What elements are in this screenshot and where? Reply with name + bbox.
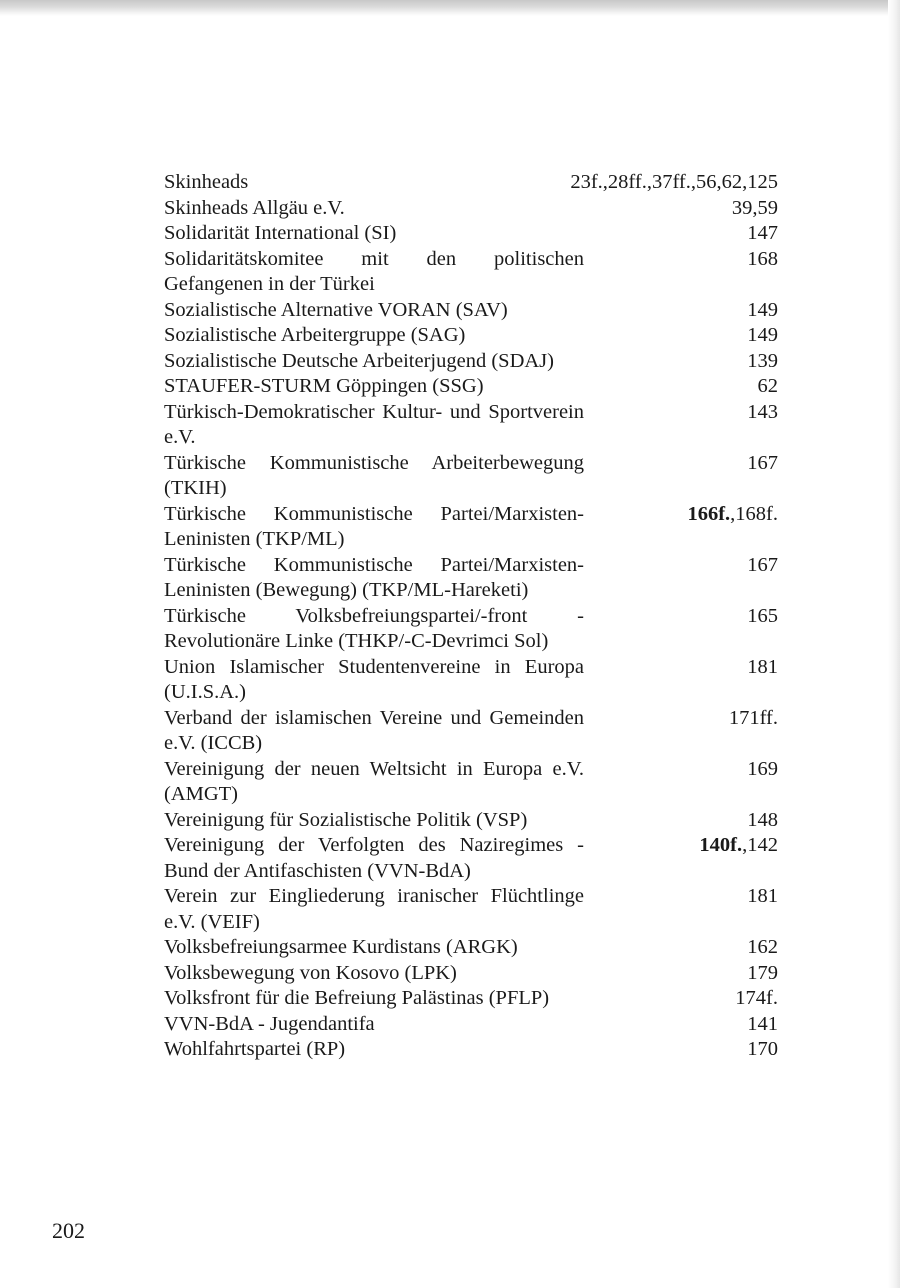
index-term: Türkische Volksbefreiungspartei/-front - Revolutionäre Linke (THKP/-C-Devrimci Sol) bbox=[164, 604, 584, 652]
index-entry bbox=[164, 374, 778, 400]
index-pages-text: 149 bbox=[747, 298, 778, 321]
index-pages-text: 141 bbox=[747, 1012, 778, 1035]
index-pages bbox=[747, 247, 778, 273]
index-list bbox=[164, 170, 778, 1063]
index-entry bbox=[164, 553, 778, 604]
index-entry bbox=[164, 655, 778, 706]
index-entry bbox=[164, 170, 778, 196]
index-entry bbox=[164, 935, 778, 961]
scan-shadow-right bbox=[888, 0, 900, 1288]
index-pages-text: 143 bbox=[747, 400, 778, 423]
index-pages bbox=[747, 961, 778, 987]
index-pages-text: 162 bbox=[747, 936, 778, 958]
index-term: Skinheads Allgäu e.V. bbox=[164, 196, 345, 219]
index-pages bbox=[687, 502, 778, 528]
index-pages-bold: 166f. bbox=[687, 502, 731, 525]
index-pages-text: 179 bbox=[747, 961, 778, 984]
index-pages bbox=[732, 196, 778, 222]
index-pages bbox=[747, 1037, 778, 1063]
index-pages-text: ,168f. bbox=[730, 502, 778, 525]
index-entry bbox=[164, 1037, 778, 1063]
index-entry bbox=[164, 221, 778, 247]
index-pages-text: 62 bbox=[757, 375, 778, 397]
index-term: Vereinigung für Sozialistische Politik (VSP) bbox=[164, 808, 528, 831]
index-term: Türkische Kommunistische Partei/Marxisten-Leninisten (TKP/ML) bbox=[164, 502, 584, 550]
index-term: Türkische Kommunistische Arbeiterbewegung (TKIH) bbox=[164, 451, 584, 499]
index-term: Skinheads bbox=[164, 171, 249, 193]
index-pages-text: 169 bbox=[747, 757, 778, 780]
index-term: Union Islamischer Studentenvereine in Europa (U.I.S.A.) bbox=[164, 655, 584, 703]
index-pages-text: ,142 bbox=[742, 834, 778, 856]
index-entry bbox=[164, 298, 778, 324]
index-pages bbox=[747, 884, 778, 910]
index-term: Wohlfahrtspartei (RP) bbox=[164, 1038, 346, 1060]
index-pages-text: 174f. bbox=[735, 987, 778, 1009]
index-entry bbox=[164, 247, 778, 298]
index-entry bbox=[164, 808, 778, 834]
index-entry bbox=[164, 884, 778, 935]
index-term: Verband der islamischen Vereine und Gemeinden e.V. (ICCB) bbox=[164, 706, 584, 754]
index-term: Türkisch-Demokratischer Kultur- und Sportverein e.V. bbox=[164, 400, 584, 448]
index-pages bbox=[699, 833, 778, 859]
index-pages-text: 148 bbox=[747, 808, 778, 831]
index-entry bbox=[164, 323, 778, 349]
index-entry bbox=[164, 986, 778, 1012]
index-pages bbox=[570, 170, 778, 196]
index-pages bbox=[747, 298, 778, 324]
index-entry bbox=[164, 196, 778, 222]
index-pages-text: 167 bbox=[747, 553, 778, 576]
index-pages bbox=[747, 221, 778, 247]
index-pages bbox=[735, 986, 778, 1012]
index-pages bbox=[747, 935, 778, 961]
index-term: Sozialistische Deutsche Arbeiterjugend (SDAJ) bbox=[164, 349, 554, 372]
index-pages bbox=[747, 655, 778, 681]
index-term: Sozialistische Alternative VORAN (SAV) bbox=[164, 298, 508, 321]
index-entry bbox=[164, 502, 778, 553]
index-pages-text: 149 bbox=[747, 324, 778, 346]
index-pages bbox=[747, 349, 778, 375]
index-entry bbox=[164, 706, 778, 757]
index-pages-bold: 140f. bbox=[699, 834, 743, 856]
index-term: Volksfront für die Befreiung Palästinas (PFLP) bbox=[164, 987, 550, 1009]
index-term: VVN-BdA - Jugendantifa bbox=[164, 1012, 375, 1035]
index-pages-text: 165 bbox=[747, 604, 778, 627]
index-pages bbox=[747, 451, 778, 477]
index-entry bbox=[164, 604, 778, 655]
index-entry bbox=[164, 833, 778, 884]
scan-shadow-top bbox=[0, 0, 900, 16]
index-term: Sozialistische Arbeitergruppe (SAG) bbox=[164, 324, 466, 346]
index-entry bbox=[164, 400, 778, 451]
index-pages bbox=[747, 1012, 778, 1038]
index-pages-text: 181 bbox=[747, 655, 778, 678]
index-pages bbox=[729, 706, 778, 732]
index-pages-text: 167 bbox=[747, 451, 778, 474]
index-term: Vereinigung der Verfolgten des Naziregimes - Bund der Antifaschisten (VVN-BdA) bbox=[164, 834, 584, 882]
index-pages bbox=[747, 400, 778, 426]
index-pages bbox=[747, 808, 778, 834]
index-pages-text: 23f.,28ff.,37ff.,56,62,125 bbox=[570, 171, 778, 193]
index-pages-text: 139 bbox=[747, 349, 778, 372]
index-term: Solidarität International (SI) bbox=[164, 222, 397, 244]
index-term: Türkische Kommunistische Partei/Marxisten-Leninisten (Bewegung) (TKP/ML-Hareketi) bbox=[164, 553, 584, 601]
index-pages-text: 170 bbox=[747, 1038, 778, 1060]
index-term: STAUFER-STURM Göppingen (SSG) bbox=[164, 375, 484, 397]
index-pages-text: 39,59 bbox=[731, 196, 778, 219]
index-pages bbox=[747, 757, 778, 783]
index-pages bbox=[747, 323, 778, 349]
index-entry bbox=[164, 349, 778, 375]
index-entry bbox=[164, 757, 778, 808]
index-pages-text: 168 bbox=[747, 247, 778, 270]
index-term: Volksbewegung von Kosovo (LPK) bbox=[164, 961, 457, 984]
index-term: Vereinigung der neuen Weltsicht in Europa e.V. (AMGT) bbox=[164, 757, 584, 805]
index-entry bbox=[164, 451, 778, 502]
index-pages-text: 181 bbox=[747, 885, 778, 907]
index-pages-text: 171ff. bbox=[728, 706, 778, 729]
index-entry bbox=[164, 961, 778, 987]
index-entry bbox=[164, 1012, 778, 1038]
index-pages-text: 147 bbox=[747, 222, 778, 244]
index-term: Solidaritätskomitee mit den politischen Gefangenen in der Türkei bbox=[164, 247, 584, 295]
index-pages bbox=[747, 604, 778, 630]
index-pages bbox=[747, 553, 778, 579]
page-number: 202 bbox=[52, 1218, 85, 1243]
index-term: Volksbefreiungsarmee Kurdistans (ARGK) bbox=[164, 936, 518, 958]
index-pages bbox=[758, 374, 779, 400]
index-term: Verein zur Eingliederung iranischer Flüchtlinge e.V. (VEIF) bbox=[164, 885, 584, 933]
